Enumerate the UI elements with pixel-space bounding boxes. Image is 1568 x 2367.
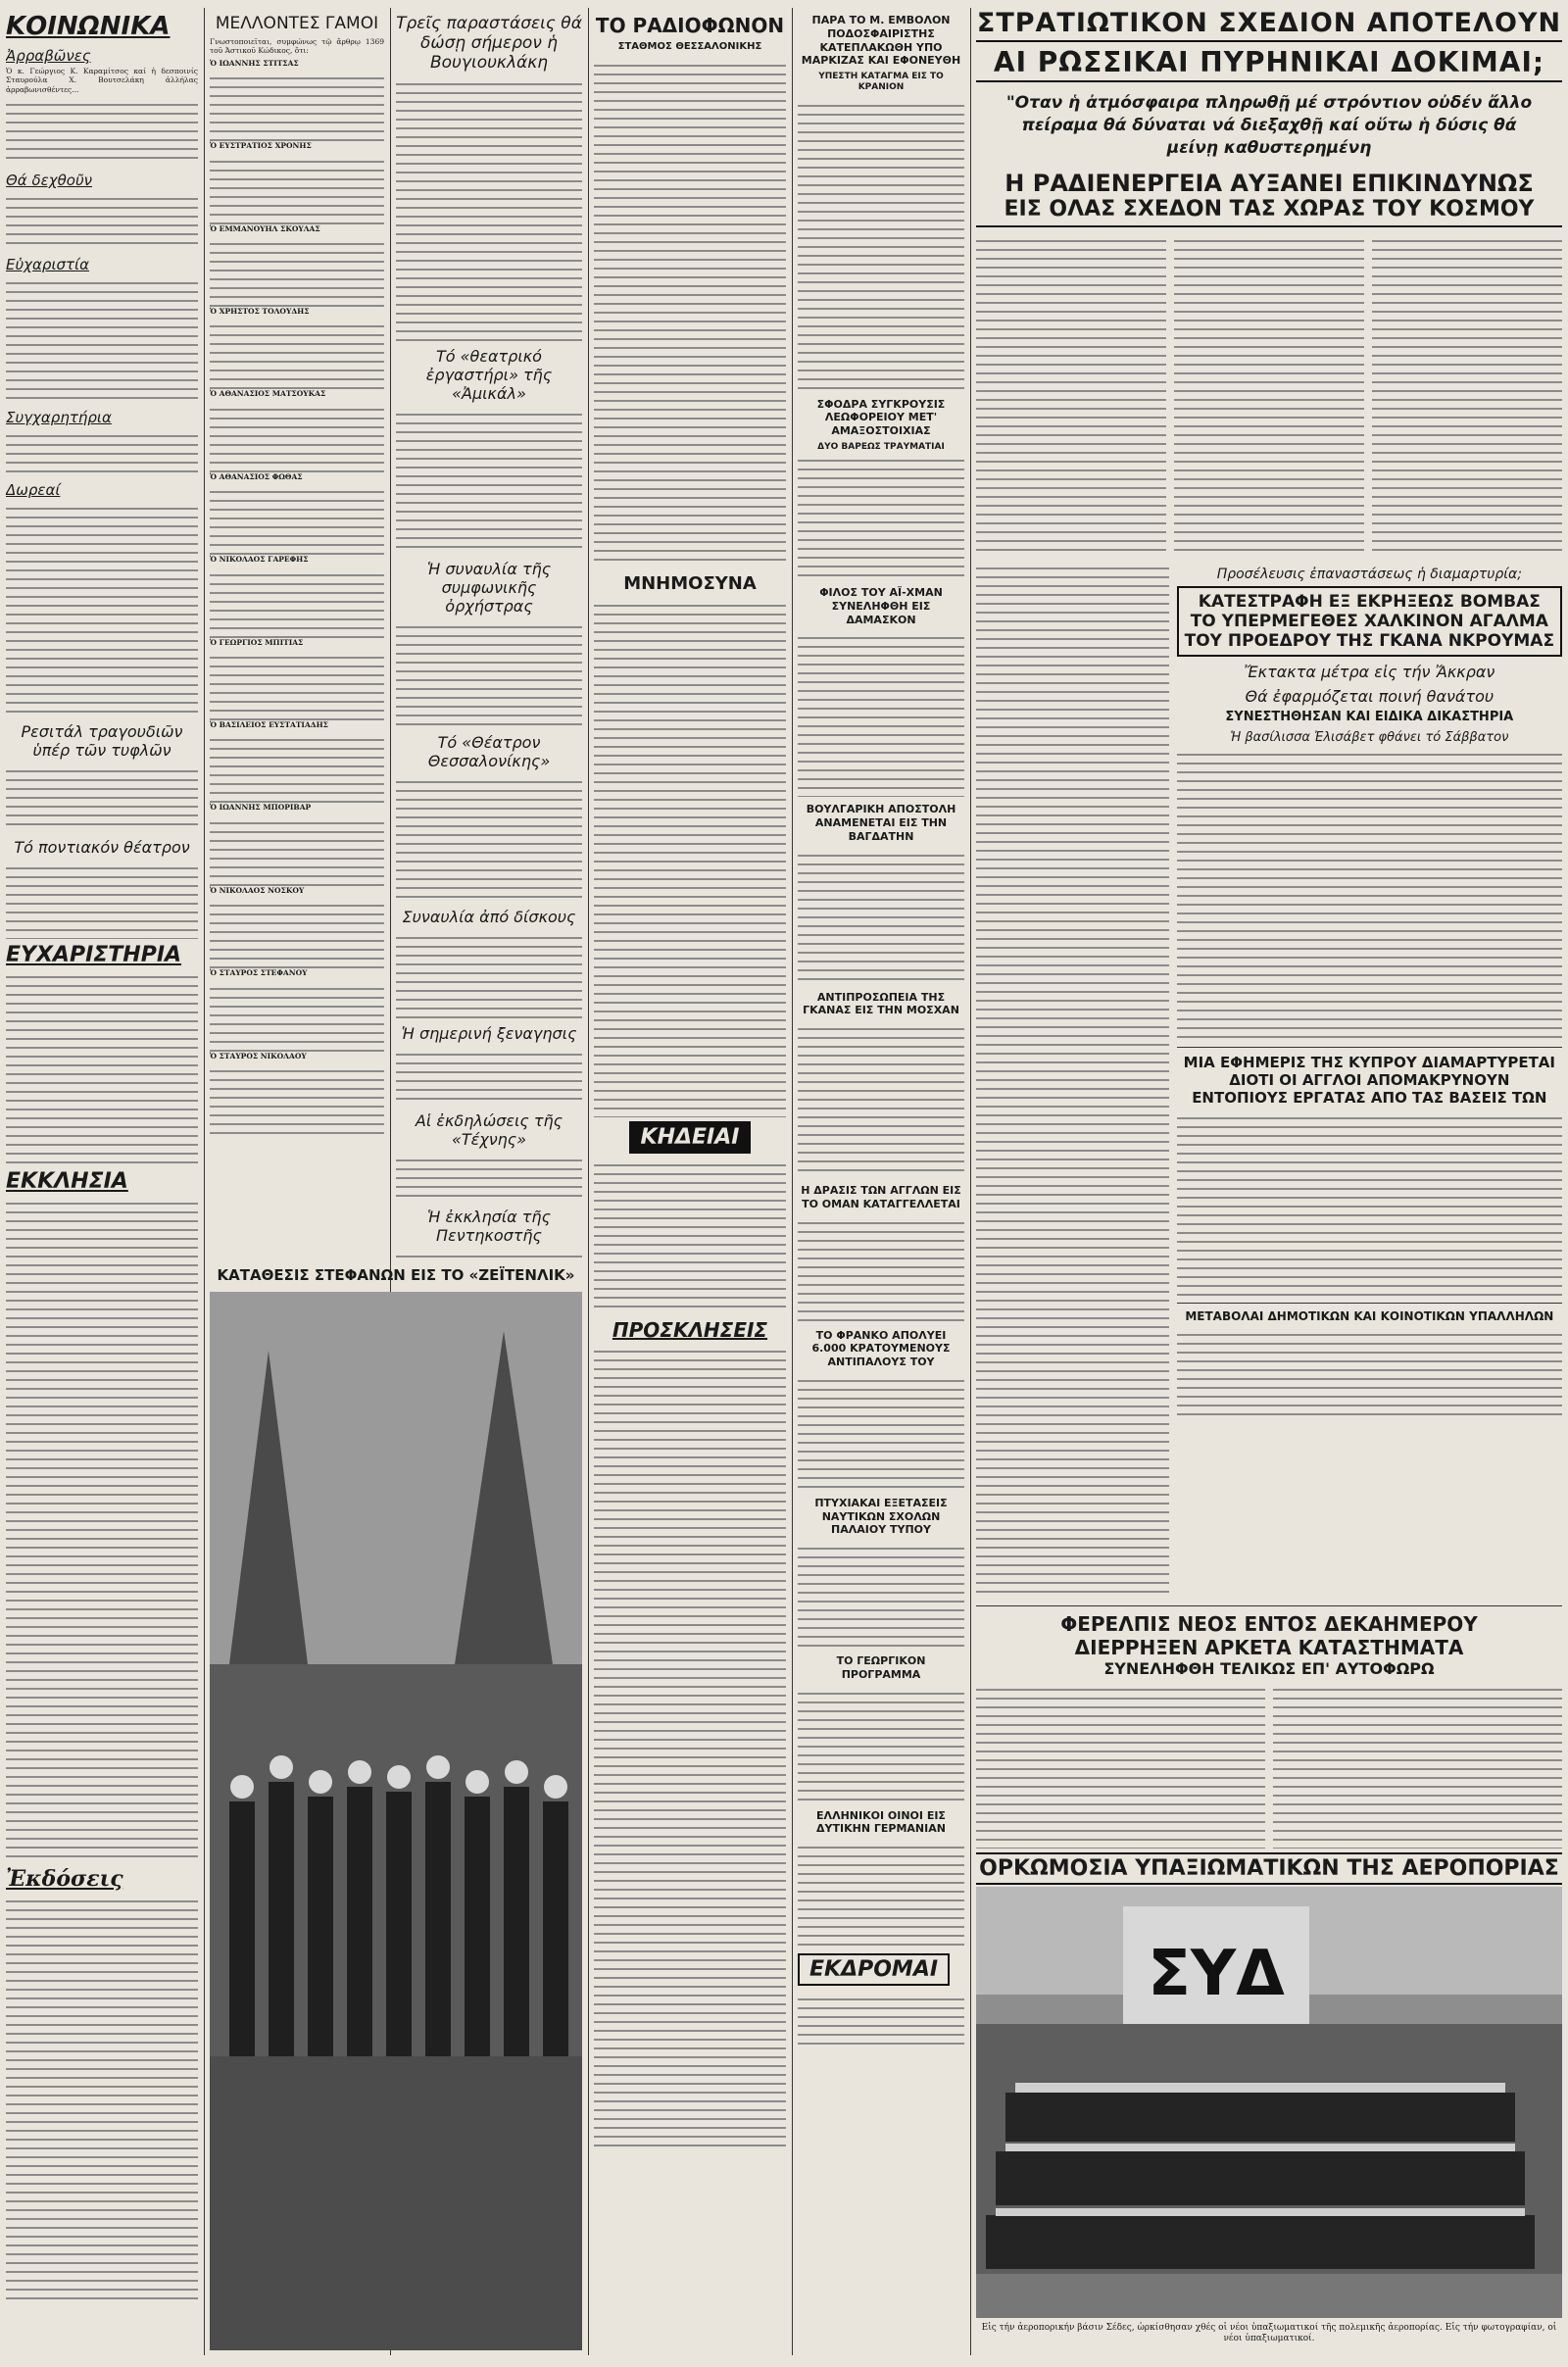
text-lines [6,861,198,939]
text-lines [6,275,198,403]
wedding-entry [210,555,384,637]
building-sign: ΣΥΔ [1148,1938,1285,2010]
wedding-entry [210,720,384,803]
headline-banner: ΑΙ ΡΩΣΣΙΚΑΙ ΠΥΡΗΝΙΚΑΙ ΔΟΚΙΜΑΙ; [976,46,1562,82]
subsection-title: Τό «θεατρικό ἐργαστήρι» τῆς «Ἀμικάλ» [425,347,553,403]
headline-banner: ΤΟ ΥΠΕΡΜΕΓΕΘΕΣ ΧΑΛΚΙΝΟΝ ΑΓΑΛΜΑ [1190,611,1548,631]
text-lines [396,1153,582,1202]
wedding-entry [210,389,384,471]
text-lines [798,848,964,985]
text-lines [6,969,198,1165]
headline-banner: ΜΙΑ ΕΦΗΜΕΡΙΣ ΤΗΣ ΚΥΠΡΟΥ ΔΙΑΜΑΡΤΥΡΕΤΑΙ [1183,1053,1555,1071]
headline-banner: ΜΕΤΑΒΟΛΑΙ ΔΗΜΟΤΙΚΩΝ ΚΑΙ ΚΟΙΝΟΤΙΚΩΝ ΥΠΑΛΛΗΛΩΝ [1185,1308,1554,1323]
photo-block-airforce [976,1852,1562,1885]
headline-banner: ΣΤΡΑΤΙΩΤΙΚΟΝ ΣΧΕΔΙΟΝ ΑΠΟΤΕΛΟΥΝ [976,8,1562,42]
headline: ΠΑΡΑ ΤΟ Μ. ΕΜΒΟΛΟΝ ΠΟΔΟΣΦΑΙΡΙΣΤΗΣ ΚΑΤΕΠΛΑΚΩΘΗ ΥΠΟ ΜΑΡΚΙΖΑΣ ΚΑΙ ΕΦΟΝΕΥΘΗ [801,14,961,68]
wedding-entry [210,638,384,720]
section-title: ΚΗΔΕΙΑΙ [629,1121,752,1154]
text-lines [396,1047,582,1106]
text-lines [396,774,582,902]
article-text: Γνωστοποιεῖται, συμφώνως τῷ ἄρθρῳ 1369 τοῦ Ἀστικοῦ Κώδικος, ὅτι: [210,37,384,56]
headline-banner: ΣΥΝΕΛΗΦΘΗ ΤΕΛΙΚΩΣ ΕΠ' ΑΥΤΟΦΩΡΩ [1103,1658,1435,1678]
subheadline: Προσέλευσις ἐπαναστάσεως ἡ διαμαρτυρία; [1216,566,1522,582]
section-title: ΕΥΧΑΡΙΣΤΗΡΙΑ [6,943,182,968]
text-lines [1273,1682,1562,1849]
photo-caption: Εἰς τήν ἀεροπορικήν βάσιν Σέδες, ὡρκίσθησαν χθές οἱ νέοι ὑπαξιωματικοί τῆς πολεμικῆς ἀεροπορίας. Εἰς τήν φωτογραφίαν, οἱ νέοι ὑπαξιωματικοί. [981,2323,1557,2343]
airforce-ceremony-photo [976,1887,1562,2318]
wedding-name: Ὁ ΝΙΚΟΛΑΟΣ ΓΑΡΕΦΗΣ [210,555,309,565]
photo-caption-block [976,2323,1562,2347]
headline: ΠΤΥΧΙΑΚΑΙ ΕΞΕΤΑΣΕΙΣ ΝΑΥΤΙΚΩΝ ΣΧΟΛΩΝ ΠΑΛΑΙΟΥ ΤΥΠΟΥ [814,1496,948,1537]
column-social [6,8,198,2355]
text-lines [396,76,582,341]
section-title: ΕΚΔΡΟΜΑΙ [798,1953,950,1986]
subheadline: Ἔκτακτα μέτρα εἰς τήν Ἄκκραν [1244,662,1495,681]
headline-banner: ΔΙΕΡΡΗΞΕΝ ΑΡΚΕΤΑ ΚΑΤΑΣΤΗΜΑΤΑ [1074,1635,1464,1659]
wedding-entry [210,307,384,389]
text-lines [210,1063,384,1134]
subsection-title: Τό «Θέατρον Θεσσαλονίκης» [427,733,551,770]
text-lines [210,402,384,472]
headline-banner: ΕΝΤΟΠΙΟΥΣ ΕΡΓΑΤΑΣ ΑΠΟ ΤΑΣ ΒΑΣΕΙΣ ΤΩΝ [1192,1088,1547,1107]
headline: ΑΝΤΙΠΡΟΣΩΠΕΙΑ ΤΗΣ ΓΚΑΝΑΣ ΕΙΣ ΤΗΝ ΜΟΣΧΑΝ [803,990,959,1017]
subheadline: ΥΠΕΣΤΗ ΚΑΤΑΓΜΑ ΕΙΣ ΤΟ ΚΡΑΝΙΟΝ [818,72,944,93]
photo-block-wreaths [210,1266,582,1284]
text-lines [594,58,786,567]
text-lines [798,1541,964,1649]
text-lines [210,567,384,638]
headline: ΕΛΛΗΝΙΚΟΙ ΟΙΝΟΙ ΕΙΣ ΔΥΤΙΚΗΝ ΓΕΡΜΑΝΙΑΝ [816,1808,946,1836]
wedding-entry [210,59,384,141]
section-title: ΕΚΚΛΗΣΙΑ [6,1169,128,1195]
text-lines [210,319,384,389]
wedding-entry [210,803,384,885]
wedding-name: Ὁ ΕΥΣΤΡΑΤΙΟΣ ΧΡΟΝΗΣ [210,141,312,151]
headline: ΤΟ ΓΕΩΡΓΙΚΟΝ ΠΡΟΓΡΑΜΜΑ [836,1654,926,1681]
text-lines [210,236,384,307]
headline: ΦΙΛΟΣ ΤΟΥ ΑΪ-ΧΜΑΝ ΣΥΝΕΛΗΦΘΗ ΕΙΣ ΔΑΜΑΣΚΟΝ [819,586,943,626]
subsection-title: Αἱ ἐκδηλώσεις τῆς «Τέχνης» [415,1111,564,1149]
headline-banner: Η ΡΑΔΙΕΝΕΡΓΕΙΑ ΑΥΞΑΝΕΙ ΕΠΙΚΙΝΔΥΝΩΣ [1004,169,1534,197]
text-lines [6,764,198,832]
photo-title: ΟΡΚΩΜΟΣΙΑ ΥΠΑΞΙΩΜΑΤΙΚΩΝ ΤΗΣ ΑΕΡΟΠΟΡΙΑΣ [976,1852,1562,1885]
text-lines [210,815,384,886]
column-weddings [210,8,384,1262]
text-lines [210,981,384,1052]
airforce-photo-illustration [976,1887,1562,2318]
photo-title: ΚΑΤΑΘΕΣΙΣ ΣΤΕΦΑΝΩΝ ΕΙΣ ΤΟ «ΖΕΪΤΕΝΛΙΚ» [217,1266,575,1284]
section-title: ΜΝΗΜΟΣΥΝΑ [623,572,757,594]
article-text: Ὁ κ. Γεώργιος Κ. Καραμίτσος καί ἡ δεσποινίς Σταυρούλα Χ. Βουτσελάκη ἀλλήλας ἀρραβωνισθέντες... [6,67,198,94]
text-lines [798,98,964,392]
text-lines [594,598,786,1117]
subheadline: Θά ἐφαρμόζεται ποινή θανάτου [1245,686,1494,706]
subsection-title: Εὐχαριστία [6,256,90,274]
subsection-title: Τό ποντιακόν θέατρον [14,838,190,858]
headline: ΣΦΟΔΡΑ ΣΥΓΚΡΟΥΣΙΣ ΛΕΩΦΟΡΕΙΟΥ ΜΕΤ' ΑΜΑΞΟΣΤΟΙΧΙΑΣ [816,397,946,437]
section-title: ΜΕΛΛΟΝΤΕΣ ΓΑΜΟΙ [215,14,379,33]
headline-banner: ΦΕΡΕΛΠΙΣ ΝΕΟΣ ΕΝΤΟΣ ΔΕΚΑΗΜΕΡΟΥ [1060,1611,1478,1636]
text-lines [1177,1110,1562,1297]
subsection-title: Ἡ ἐκκλησία τῆς Πεντηκοστῆς [427,1208,551,1245]
subsection-title: Δωρεαί [6,481,61,500]
headline-banner: ΤΟΥ ΠΡΟΕΔΡΟΥ ΤΗΣ ΓΚΑΝΑ ΝΚΡΟΥΜΑΣ [1184,630,1555,651]
text-lines [6,428,198,475]
text-lines [798,1992,964,2050]
subsection-title: Συναυλία ἀπό δίσκους [402,908,576,926]
text-lines [798,630,964,797]
column-culture [396,8,582,1262]
wedding-name: Ὁ ΝΙΚΟΛΑΟΣ ΝΟΣΚΟΥ [210,885,305,895]
subsection-title: Συγχαρητήρια [6,409,112,427]
section-title: Ἐκδόσεις [6,1866,123,1893]
wedding-name: Ὁ ΒΑΣΙΛΕΙΟΣ ΕΥΣΤΑΤΙΑΔΗΣ [210,720,328,730]
wedding-name: Ὁ ΧΡΗΣΤΟΣ ΤΟΛΟΥΔΗΣ [210,307,310,317]
subsection-title: Ἡ σημερινή ξεναγησις [401,1024,577,1043]
wedding-entry [210,968,384,1051]
text-lines [210,898,384,968]
column-rule [970,8,971,2355]
text-lines [210,154,384,224]
section-title: ΚΟΙΝΩΝΙΚΑ [6,12,171,41]
section-title: ΤΟ ΡΑΔΙΟΦΩΝΟΝ [595,14,785,37]
subsection-title: Ἀρραβῶνες [6,47,91,65]
subsection-title: Ἡ συναυλία τῆς συμφωνικῆς ὀρχήστρας [426,560,552,616]
text-lines [594,1344,786,2147]
column-radio [594,8,786,2355]
text-lines [798,1021,964,1178]
text-lines [1372,233,1562,557]
text-lines [210,71,384,141]
text-lines [798,1840,964,1948]
headline: ΒΟΥΛΓΑΡΙΚΗ ΑΠΟΣΤΟΛΗ ΑΝΑΜΕΝΕΤΑΙ ΕΙΣ ΤΗΝ ΒΑΓΔΑΤΗΝ [806,803,956,843]
wedding-name: Ὁ ΣΤΑΥΡΟΣ ΣΤΕΦΑΝΟΥ [210,968,308,978]
wedding-name: Ὁ ΙΩΑΝΝΗΣ ΣΤΙΤΣΑΣ [210,58,299,68]
text-lines [798,1215,964,1323]
wedding-entry [210,886,384,968]
text-lines [6,1196,198,1862]
column-news [798,8,964,2355]
headline: ΤΟ ΦΡΑΝΚΟ ΑΠΟΛΥΕΙ 6.000 ΚΡΑΤΟΥΜΕΝΟΥΣ ΑΝΤΙΠΑΛΟΥΣ ΤΟΥ [811,1328,951,1368]
headline-banner: ΚΑΤΕΣΤΡΑΦΗ ΕΞ ΕΚΡΗΞΕΩΣ ΒΟΜΒΑΣ [1198,591,1541,612]
wedding-list [210,59,384,1134]
text-lines [396,930,582,1018]
subsection-title: ΣΤΑΘΜΟΣ ΘΕΣΣΑΛΟΝΙΚΗΣ [617,41,762,52]
text-lines [798,1373,964,1491]
text-lines [976,1682,1265,1849]
section-title: ΠΡΟΣΚΛΗΣΕΙΣ [612,1317,768,1342]
text-lines [396,407,582,554]
wreath-ceremony-photo [210,1292,582,2350]
column-rule [204,8,205,2355]
wreath-photo-illustration [210,1292,582,2350]
wedding-entry [210,472,384,555]
text-lines [210,484,384,555]
headline: Η ΔΡΑΣΙΣ ΤΩΝ ΑΓΓΛΩΝ ΕΙΣ ΤΟ ΟΜΑΝ ΚΑΤΑΓΓΕΛΛΕΤΑΙ [801,1184,961,1210]
text-lines [798,453,964,580]
text-lines [1177,747,1562,1041]
text-lines [976,561,1169,1600]
wedding-name: Ὁ ΣΤΑΥΡΟΣ ΝΙΚΟΛΑΟΥ [210,1051,307,1060]
wedding-name: Ὁ ΓΕΩΡΓΙΟΣ ΜΠΙΤΙΑΣ [210,637,304,647]
subsection-title: Θά δεχθοῦν [6,172,93,190]
text-lines [6,1894,198,2305]
column-rule [588,8,589,2355]
wedding-name: Ὁ ΕΜΜΑΝΟΥΗΛ ΣΚΟΥΛΑΣ [210,223,320,233]
text-lines [1174,233,1364,557]
subheadline: Ἡ βασίλισσα Ἐλισάβετ φθάνει τό Σάββατον [1230,729,1509,745]
subheadline: ΣΥΝΕΣΤΗΘΗΣΑΝ ΚΑΙ ΕΙΔΙΚΑ ΔΙΚΑΣΤΗΡΙΑ [1225,709,1514,724]
subsection-title: Ρεσιτάλ τραγουδιῶν ὑπέρ τῶν τυφλῶν [21,722,183,761]
text-lines [396,1249,582,1262]
text-lines [594,1158,786,1314]
text-lines [210,650,384,720]
text-lines [6,501,198,716]
text-lines [798,1686,964,1803]
text-lines [1177,1327,1562,1415]
text-lines [6,97,198,166]
column-rule [792,8,793,2355]
wedding-name: Ὁ ΙΩΑΝΝΗΣ ΜΠΟΡΙΒΑΡ [210,803,312,813]
wedding-entry [210,224,384,307]
wedding-entry [210,141,384,223]
headline-quote: "Οταν ἡ ἀτμόσφαιρα πληρωθῇ μέ στρόντιον οὐδέν ἄλλο πείραμα θά δύναται νά διεξαχθῇ καί οὕτω ἡ δύσις θά μείνῃ καθυστερημένη [1005,93,1533,158]
subheadline: ΔΥΟ ΒΑΡΕΩΣ ΤΡΑΥΜΑΤΙΑΙ [817,441,945,452]
wedding-name: Ὁ ΑΘΑΝΑΣΙΟΣ ΦΩΘΑΣ [210,471,303,481]
text-lines [976,233,1166,557]
wedding-name: Ὁ ΑΘΑΝΑΣΙΟΣ ΜΑΤΣΟΥΚΑΣ [210,389,326,399]
section-title: Τρεῖς παραστάσεις θά δώσῃ σήμερον ἡ Βουγιουκλάκη [396,14,582,73]
text-lines [6,191,198,250]
headline-banner: ΔΙΟΤΙ ΟΙ ΑΓΓΛΟΙ ΑΠΟΜΑΚΡΥΝΟΥΝ [1229,1070,1510,1089]
wedding-entry [210,1052,384,1134]
text-lines [210,732,384,803]
text-lines [396,619,582,727]
headline-banner: ΕΙΣ ΟΛΑΣ ΣΧΕΔΟΝ ΤΑΣ ΧΩΡΑΣ ΤΟΥ ΚΟΣΜΟΥ [976,197,1562,227]
